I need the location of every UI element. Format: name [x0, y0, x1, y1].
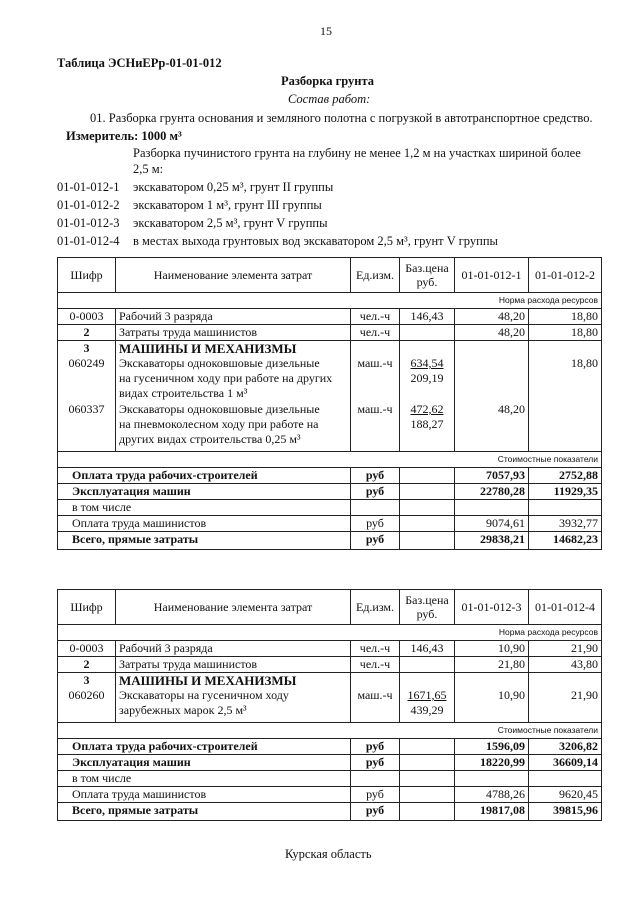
cost-row: Всего, прямые затраты руб 29838,21 14682,23 — [58, 532, 602, 550]
header-name: Наименование элемента затрат — [116, 590, 351, 625]
header-unit: Ед.изм. — [351, 258, 400, 293]
code-id: 01-01-012-4 — [57, 234, 120, 248]
description-line-1: Разборка пучинистого грунта на глубину не менее 1,2 м на участках шириной более — [133, 146, 581, 160]
cost-row: Оплата труда машинистов руб 4788,26 9620,45 — [58, 787, 602, 803]
table-row: 0-0003 Рабочий 3 разряда чел.-ч 146,43 48,20 18,80 — [58, 309, 602, 325]
code-text: в местах выхода грунтовых вод экскаватором 2,5 м³, грунт V группы — [133, 234, 498, 248]
code-item — [57, 216, 328, 231]
table-row: 2 Затраты труда машинистов чел.-ч 48,20 18,80 — [58, 325, 602, 341]
cost-row: Оплата труда машинистов руб 9074,61 3932,77 — [58, 516, 602, 532]
table-row: 060249 Экскаваторы одноковшовые дизельные на гусеничном ходу при работе на других видах строительства 1 м³ маш.-ч 634,54 209,19 18,80 — [58, 356, 602, 402]
header-price: Баз.цена руб. — [400, 590, 455, 625]
header-col1: 01-01-012-1 — [455, 258, 529, 293]
code-text: экскаватором 0,25 м³, грунт II группы — [133, 180, 334, 194]
cost-row: Эксплуатация машин руб 22780,28 11929,35 — [58, 484, 602, 500]
table-row: 3 МАШИНЫ И МЕХАНИЗМЫ — [58, 673, 602, 689]
code-item — [57, 198, 322, 213]
table-header-row — [58, 258, 602, 293]
header-price: Баз.цена руб. — [400, 258, 455, 293]
header-unit: Ед.изм. — [351, 590, 400, 625]
meter: Измеритель: 1000 м³ — [66, 129, 182, 143]
table-row: 060337 Экскаваторы одноковшовые дизельные на пневмоколесном ходу при работе на других видах строительства 0,25 м³ маш.-ч 472,62 188,27 48,20 — [58, 402, 602, 452]
cost-row: Оплата труда рабочих-строителей руб 1596,09 3206,82 — [58, 739, 602, 755]
header-col1: 01-01-012-3 — [455, 590, 529, 625]
norm-label: Норма расхода ресурсов — [58, 293, 602, 309]
work-item: 01. Разборка грунта основания и земляного полотна с погрузкой в автотранспортное средство. — [90, 111, 593, 125]
code-text: экскаватором 2,5 м³, грунт V группы — [133, 216, 328, 230]
page-number: 15 — [320, 24, 332, 38]
resource-table-2 — [57, 589, 602, 821]
cost-row: в том числе — [58, 771, 602, 787]
cost-row: Оплата труда рабочих-строителей руб 7057,93 2752,88 — [58, 468, 602, 484]
code-id: 01-01-012-3 — [57, 216, 120, 230]
code-item — [57, 180, 334, 195]
description-line-2: 2,5 м: — [133, 162, 164, 176]
footer-region: Курская область — [285, 847, 372, 861]
table-row: 0-0003 Рабочий 3 разряда чел.-ч 146,43 10,90 21,90 — [58, 641, 602, 657]
cost-label: Стоимостные показатели — [58, 723, 602, 739]
header-code: Шифр — [58, 590, 116, 625]
code-item — [57, 234, 498, 249]
resource-table-1 — [57, 257, 602, 550]
section-heading: Разборка грунта — [281, 74, 375, 88]
table-row: 060260 Экскаваторы на гусеничном ходу зарубежных марок 2,5 м³ маш.-ч 1671,65 439,29 10,90 21,90 — [58, 688, 602, 723]
cost-row: Эксплуатация машин руб 18220,99 36609,14 — [58, 755, 602, 771]
code-id: 01-01-012-1 — [57, 180, 120, 194]
header-name: Наименование элемента затрат — [116, 258, 351, 293]
header-code: Шифр — [58, 258, 116, 293]
cost-label: Стоимостные показатели — [58, 452, 602, 468]
cost-row: в том числе — [58, 500, 602, 516]
table-header-row — [58, 590, 602, 625]
composition-heading: Состав работ: — [288, 92, 371, 106]
table-row: 3 МАШИНЫ И МЕХАНИЗМЫ — [58, 341, 602, 357]
code-text: экскаватором 1 м³, грунт III группы — [133, 198, 322, 212]
header-col2: 01-01-012-4 — [529, 590, 602, 625]
norm-label: Норма расхода ресурсов — [58, 625, 602, 641]
table-row: 2 Затраты труда машинистов чел.-ч 21,80 43,80 — [58, 657, 602, 673]
header-col2: 01-01-012-2 — [529, 258, 602, 293]
table-title: Таблица ЭСНиЕРр-01-01-012 — [57, 56, 222, 70]
cost-row: Всего, прямые затраты руб 19817,08 39815,96 — [58, 803, 602, 821]
code-id: 01-01-012-2 — [57, 198, 120, 212]
